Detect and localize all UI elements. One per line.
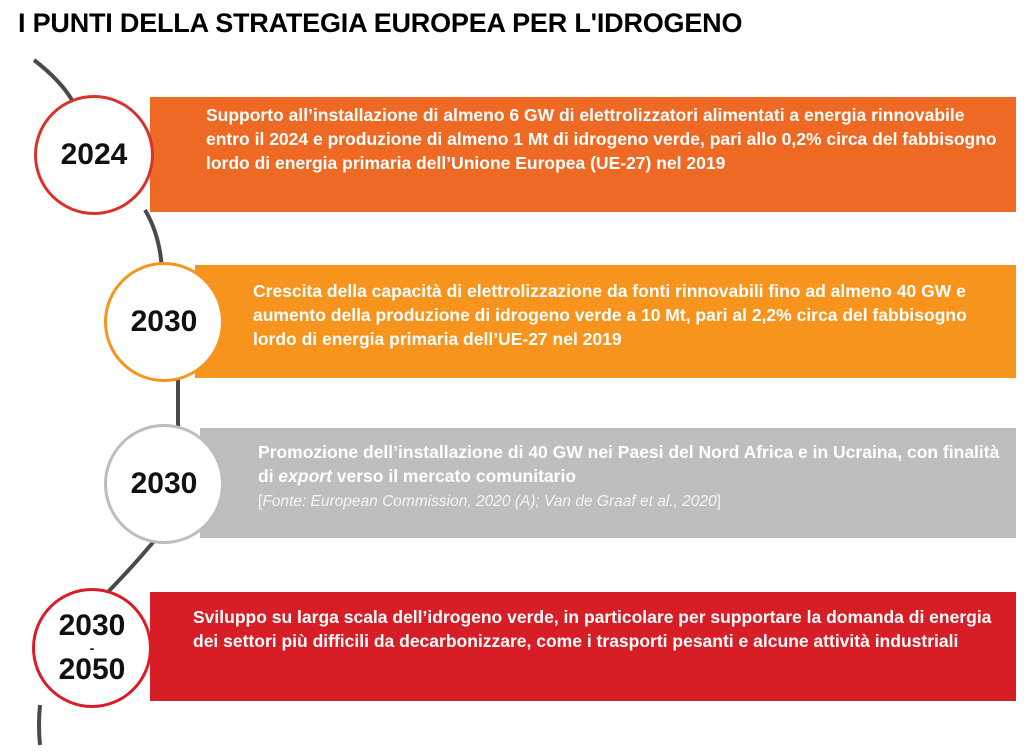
source-bracket-open: [ — [258, 493, 263, 510]
milestone-year-end: 2050 — [58, 653, 126, 686]
source-citation — [258, 490, 1006, 514]
milestone-year: 2024 — [60, 138, 128, 171]
milestone-bar-2024 — [150, 97, 1016, 212]
milestone-bar-2030-capacity — [195, 265, 1016, 378]
milestone-text — [258, 440, 1006, 488]
milestone-text-after: verso il mercato comunitario — [331, 466, 577, 486]
milestone-bar-2030-2050 — [150, 592, 1016, 701]
source-bracket-close: ] — [716, 493, 721, 510]
source-text: Fonte: European Commission, 2020 (A); Van de Graaf et al., 2020 — [262, 493, 717, 510]
milestone-year-circle — [34, 95, 154, 215]
milestone-text-emphasis: export — [278, 466, 332, 486]
milestone-text: Supporto all’installazione di almeno 6 GW di elettrolizzatori alimentati a energia rinnovabile entro il 2024 e produzione di almeno 1 Mt di idrogeno verde, pari allo 0,2% circa del fabbisogno lordo di energia primaria dell’Unione Europea (UE-27) nel 2019 — [206, 105, 997, 173]
milestone-year: 2030 — [130, 467, 198, 500]
milestone-year-circle — [104, 262, 224, 382]
milestone-year-circle — [32, 588, 152, 708]
milestone-text-before: Promozione dell’installazione di 40 GW nei Paesi del Nord Africa e in Ucraina, con finalità di — [258, 442, 1000, 486]
milestone-year: 2030 — [130, 305, 198, 338]
milestone-bar-2030-export — [200, 428, 1016, 538]
page-title: I PUNTI DELLA STRATEGIA EUROPEA PER L'IDROGENO — [18, 8, 743, 38]
milestone-year-circle — [104, 424, 224, 544]
milestone-year-start: 2030 — [58, 609, 126, 642]
milestone-text: Sviluppo su larga scala dell’idrogeno verde, in particolare per supportare la domanda di energia dei settori più difficili da decarbonizzare, come i trasporti pesanti e alcune attività industriali — [193, 607, 992, 651]
milestone-year-separator: - — [89, 640, 95, 656]
milestone-text: Crescita della capacità di elettrolizzazione da fonti rinnovabili fino ad almeno 40 GW e aumento della produzione di idrogeno verde a 10 Mt, pari al 2,2% circa del fabbisogno lordo di energia primaria dell’UE-27 nel 2019 — [253, 281, 967, 349]
